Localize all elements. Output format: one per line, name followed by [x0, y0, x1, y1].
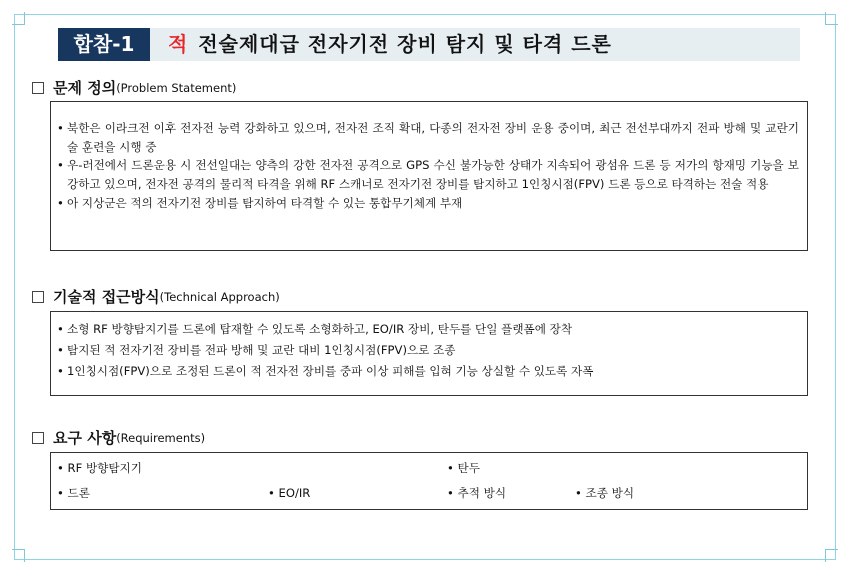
page-title [168, 28, 612, 61]
title-bar [58, 28, 800, 61]
requirement-item: • 추적 방식 [447, 484, 506, 503]
section-subtitle: (Problem Statement) [116, 81, 237, 95]
requirement-item: • 드론 [57, 484, 90, 503]
requirements-box [50, 452, 808, 510]
problem-statement-box [50, 101, 808, 251]
requirement-item: • RF 방향탐지기 [57, 459, 142, 478]
checkbox-square-icon [32, 291, 44, 303]
section-title: 문제 정의 [53, 79, 117, 97]
section-heading-requirements [32, 428, 205, 448]
checkbox-square-icon [32, 82, 44, 94]
list-item: • 소형 RF 방향탐지기를 드론에 탑재할 수 있도록 소형화하고, EO/IR 장비, 탄두를 단일 플랫폼에 장착 [57, 320, 799, 339]
corner-mark-top-right [825, 12, 838, 25]
title-tag: 합참-1 [58, 28, 150, 61]
section-title: 기술적 접근방식 [53, 288, 160, 306]
list-item: • 1인칭시점(FPV)으로 조정된 드론이 적 전자전 장비를 중파 이상 피해를 입혀 기능 상실할 수 있도록 자폭 [57, 362, 799, 381]
title-text: 전술제대급 전자기전 장비 탐지 및 타격 드론 [198, 32, 612, 56]
list-item: • 우-러전에서 드론운용 시 전선일대는 양측의 강한 전자전 공격으로 GPS 수신 불가능한 상태가 지속되어 광섬유 드론 등 저가의 항재밍 기능을 보강하고 있으며, 전자전 공격의 물리적 타격을 위해 RF 스캐너로 전자기전 장비를 탐지하고 1인칭시점(FPV) 드론 등으로 타격하는 전술 적용 [57, 156, 799, 193]
list-item: • 아 지상군은 적의 전자기전 장비를 탐지하여 타격할 수 있는 통합무기체계 부재 [57, 194, 799, 213]
title-highlight: 적 [168, 32, 189, 56]
technical-approach-box [50, 311, 808, 396]
list-item: • 북한은 이라크전 이후 전자전 능력 강화하고 있으며, 전자전 조직 확대, 다종의 전자전 장비 운용 중이며, 최근 전선부대까지 전파 방해 및 교란기술 훈련을 시행 중 [57, 119, 799, 156]
requirement-item: • 탄두 [447, 459, 480, 478]
list-item: • 탐지된 적 전자기전 장비를 전파 방해 및 교란 대비 1인칭시점(FPV)으로 조종 [57, 341, 799, 360]
section-title: 요구 사항 [53, 429, 117, 447]
section-heading-approach [32, 287, 280, 307]
section-subtitle: (Requirements) [116, 431, 206, 445]
corner-mark-top-left [12, 12, 25, 25]
checkbox-square-icon [32, 432, 44, 444]
requirement-item: • 조종 방식 [575, 484, 634, 503]
section-subtitle: (Technical Approach) [159, 290, 280, 304]
section-heading-problem [32, 78, 236, 98]
corner-mark-bottom-right [825, 549, 838, 562]
requirement-item: • EO/IR [268, 484, 310, 503]
corner-mark-bottom-left [12, 549, 25, 562]
